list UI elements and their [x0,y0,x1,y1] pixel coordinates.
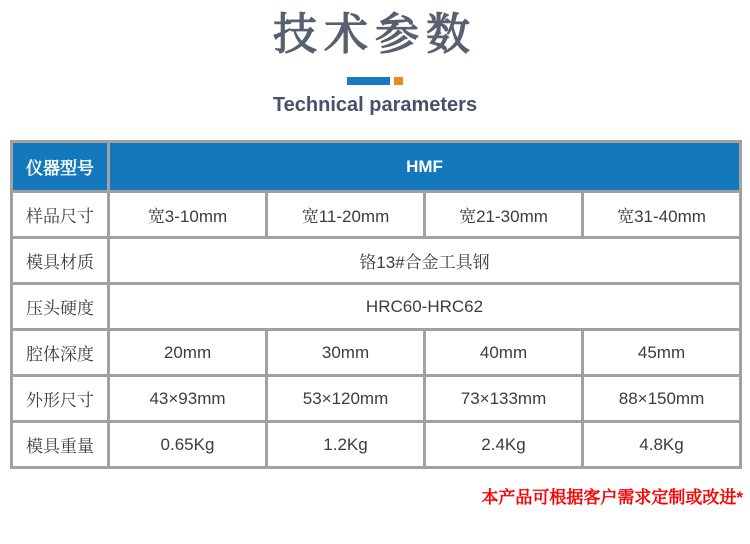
accent-bar-blue [347,77,390,85]
cell-cavity-depth-4: 45mm [583,330,741,376]
cell-sample-size-2: 宽11-20mm [267,192,425,238]
row-label-cavity-depth: 腔体深度 [12,330,109,376]
table-row-instrument-model [12,142,741,192]
cell-mold-material-value: 铬13#合金工具钢 [109,238,741,284]
cell-mold-weight-2: 1.2Kg [267,422,425,468]
row-label-sample-size: 样品尺寸 [12,192,109,238]
table-row-outer-dimensions [12,376,741,422]
customization-note: 本产品可根据客户需求定制或改进* [481,488,743,507]
table-row-indenter-hardness [12,284,741,330]
cell-outer-dimensions-3: 73×133mm [425,376,583,422]
table-row-mold-material [12,238,741,284]
accent-square-orange [394,77,403,85]
row-label-outer-dimensions: 外形尺寸 [12,376,109,422]
cell-cavity-depth-1: 20mm [109,330,267,376]
cell-outer-dimensions-1: 43×93mm [109,376,267,422]
cell-sample-size-1: 宽3-10mm [109,192,267,238]
row-label-mold-weight: 模具重量 [12,422,109,468]
cell-cavity-depth-2: 30mm [267,330,425,376]
cell-indenter-hardness-value: HRC60-HRC62 [109,284,741,330]
cell-cavity-depth-3: 40mm [425,330,583,376]
page-title: 技术参数 [273,10,477,59]
cell-outer-dimensions-2: 53×120mm [267,376,425,422]
accent-divider [0,77,750,85]
cell-mold-weight-4: 4.8Kg [583,422,741,468]
cell-mold-weight-3: 2.4Kg [425,422,583,468]
cell-sample-size-4: 宽31-40mm [583,192,741,238]
cell-sample-size-3: 宽21-30mm [425,192,583,238]
cell-mold-weight-1: 0.65Kg [109,422,267,468]
cell-model-value: HMF [109,142,741,192]
row-label-indenter-hardness: 压头硬度 [12,284,109,330]
row-label-mold-material: 模具材质 [12,238,109,284]
page-subtitle: Technical parameters [272,94,478,116]
cell-outer-dimensions-4: 88×150mm [583,376,741,422]
spec-table [10,140,742,469]
table-row-cavity-depth [12,330,741,376]
table-row-mold-weight [12,422,741,468]
row-label-instrument-model: 仪器型号 [12,142,109,192]
page-header [0,0,750,117]
table-row-sample-size [12,192,741,238]
